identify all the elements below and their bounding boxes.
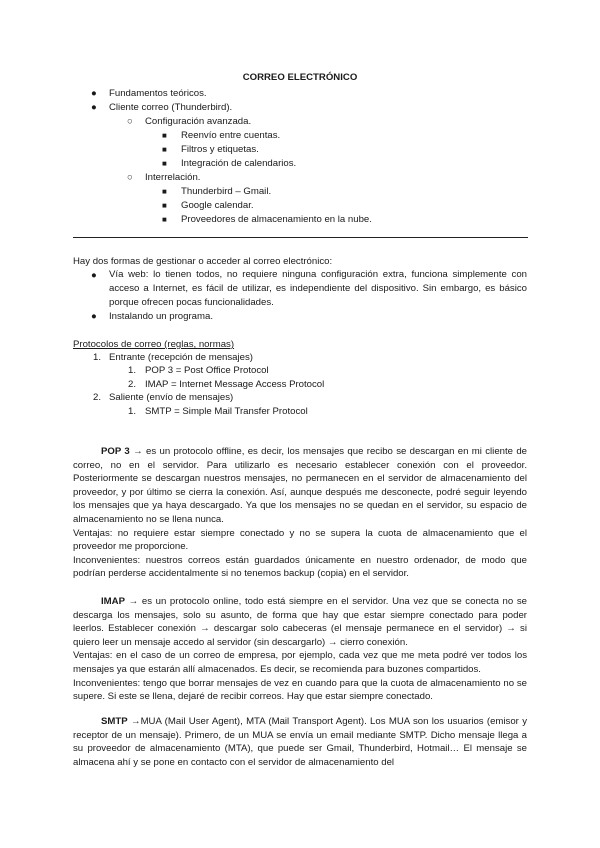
protocol-entrante: Entrante (recepción de mensajes) [109, 352, 253, 363]
bullet-icon: ● [91, 270, 97, 281]
pop3-inconvenientes: Inconvenientes: nuestros correos están guardados únicamente en nuestro ordenador, de modo que podrían perderse accidentalmente si no tenemos backup (copia) en el servidor. [73, 554, 527, 580]
horizontal-divider [73, 237, 528, 238]
outline-subsubitem: Google calendar. [181, 200, 254, 211]
pop3-paragraph: POP 3 → es un protocolo offline, es decir, los mensajes que recibo se descargan en mi cliente de correo, no en el servidor. Para utilizarlo es necesario establecer conexión con el proveedor. Posteriormente se descargan nuestros mensajes, no permanecen en el servidor de almacenamiento del proveedor, y por último se cierra la conexión. Así, aunque después me desconecte, podré seguir leyendo los mensajes que ya haya descargado. Ya que los mensajes no se quedan en el servidor, su espacio de almacenamiento no se llena nunca. [73, 446, 527, 525]
outline-subsubitem: Thunderbird – Gmail. [181, 186, 272, 197]
imap-section [73, 595, 527, 704]
square-bullet-icon: ■ [162, 187, 167, 196]
outline-item: Cliente correo (Thunderbird). [109, 102, 233, 113]
square-bullet-icon: ■ [162, 159, 167, 168]
outline-subsubitem: Integración de calendarios. [181, 158, 297, 169]
imap-paragraph: IMAP → es un protocolo online, todo está siempre en el servidor. Una vez que se conecta no se descarga los mensajes, solo su asunto, de forma que hay que estar siempre conectado para poder leerlos. Establecer conexión → descargar solo cabeceras (el mensaje permanece en el servidor) → si quiero leer un mensaje accedo al servidor (sin descargarlo) → cierro conexión. [73, 596, 527, 648]
intro-line: Hay dos formas de gestionar o acceder al correo electrónico: [73, 256, 333, 267]
protocols-heading: Protocolos de correo (reglas, normas) [73, 339, 235, 350]
bullet-icon: ● [91, 88, 97, 99]
protocol-saliente: Saliente (envío de mensajes) [109, 392, 234, 403]
bullet-icon: ● [91, 102, 97, 113]
pop3-ventajas: Ventajas: no requiere estar siempre conectado y no se supera la cuota de almacenamiento que el proveedor me proporcione. [73, 527, 527, 553]
list-number: 2. [93, 392, 102, 403]
square-bullet-icon: ■ [162, 215, 167, 224]
protocol-smtp: SMTP = Simple Mail Transfer Protocol [145, 406, 308, 417]
intro-program: Instalando un programa. [109, 311, 213, 322]
outline-subsubitem: Proveedores de almacenamiento en la nube. [181, 214, 372, 225]
smtp-paragraph: SMTP →MUA (Mail User Agent), MTA (Mail Transport Agent). Los MUA son los usuarios (emisor y receptor de un mensaje). Primero, de un MUA se envía un email mediante SMTP. Dicho mensaje llega a su proveedor de almacenamiento (MTA), que puede ser Gmail, Thunderbird, Hotmail… El mensaje se almacena ahí y se pone en contacto con el servidor de almacenamiento del [73, 716, 527, 768]
square-bullet-icon: ■ [162, 145, 167, 154]
outline-subitem: Interrelación. [145, 172, 201, 183]
list-number: 2. [128, 379, 137, 390]
protocol-imap: IMAP = Internet Message Access Protocol [145, 379, 325, 390]
protocol-pop3: POP 3 = Post Office Protocol [145, 365, 269, 376]
bullet-icon: ● [91, 311, 97, 322]
outline-item: Fundamentos teóricos. [109, 88, 207, 99]
list-number: 1. [128, 406, 137, 417]
square-bullet-icon: ■ [162, 131, 167, 140]
outline-subsubitem: Filtros y etiquetas. [181, 144, 259, 155]
imap-inconvenientes: Inconvenientes: tengo que borrar mensajes de vez en cuando para que la cuota de almacenamiento no se supere. Si este se llena, dejaré de recibir correos. Hay que estar siempre conectado. [73, 677, 527, 703]
square-bullet-icon: ■ [162, 201, 167, 210]
circle-bullet-icon: ○ [127, 172, 133, 183]
smtp-section [73, 715, 527, 769]
page-title: CORREO ELECTRÓNICO [242, 72, 358, 83]
intro-web-paragraph: Vía web: lo tienen todos, no requiere ninguna configuración extra, funciona simplemente con acceso a Internet, es fácil de utilizar, es independiente del dispositivo. Sin embargo, es básico porque ofrecen pocas funcionalidades. [109, 269, 527, 308]
pop3-section [73, 445, 527, 581]
outline-subsubitem: Reenvío entre cuentas. [181, 130, 281, 141]
outline-subitem: Configuración avanzada. [145, 116, 252, 127]
list-number: 1. [93, 352, 102, 363]
imap-ventajas: Ventajas: en el caso de un correo de empresa, por ejemplo, cada vez que me meta podré ver todos los mensajes ya que estarán allí almacenados. Es decir, se recomienda para buzones compartidos. [73, 650, 527, 675]
circle-bullet-icon: ○ [127, 116, 133, 127]
list-number: 1. [128, 365, 137, 376]
